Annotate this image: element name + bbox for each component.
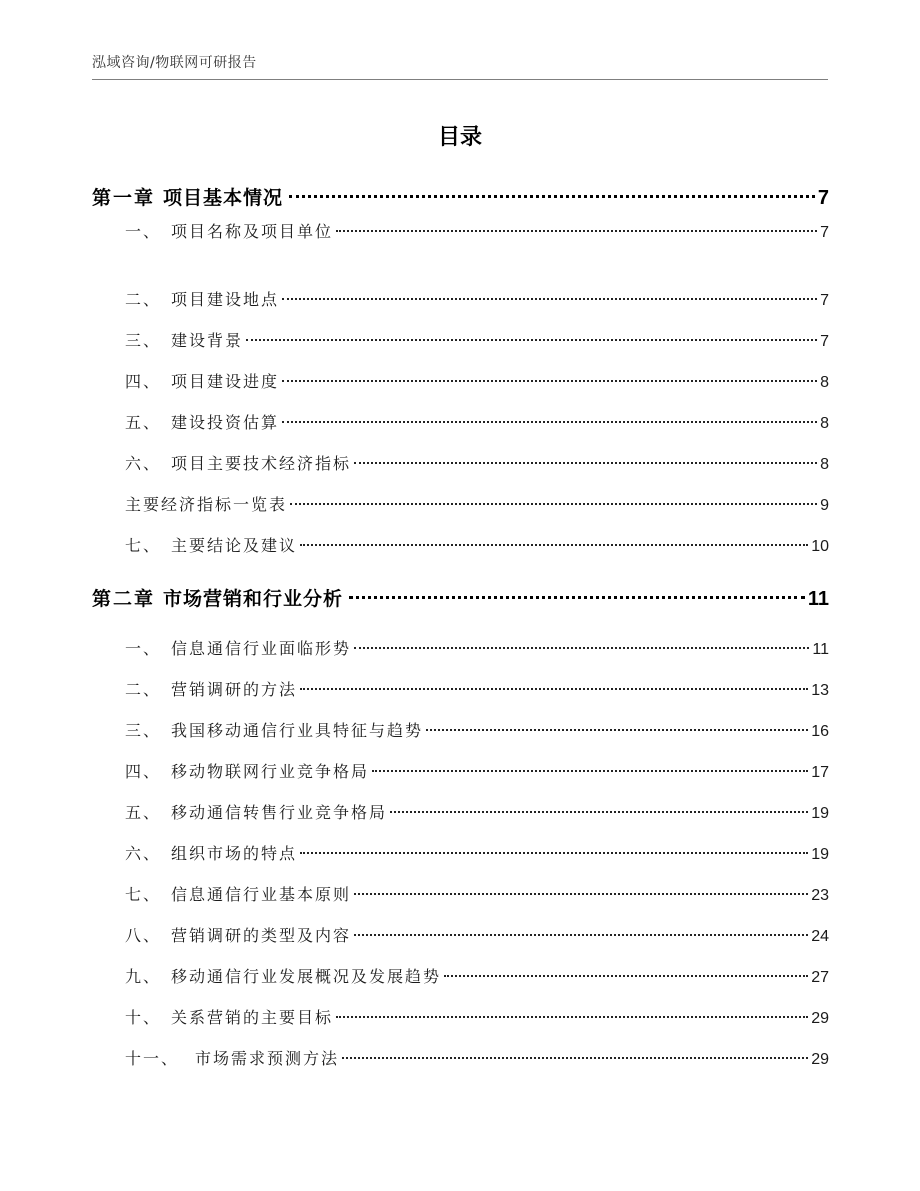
dot-leader [289, 195, 815, 198]
dot-leader [300, 852, 808, 854]
toc-entry-number: 一、 [125, 222, 162, 241]
toc-entry-number: 八、 [125, 926, 162, 945]
toc-entry-page: 17 [811, 764, 829, 781]
toc-entry-page: 8 [820, 456, 829, 473]
toc-section-entry[interactable] [125, 636, 829, 659]
dot-leader [372, 770, 808, 772]
toc-entry-page: 23 [811, 887, 829, 904]
toc-entry-title: 移动通信行业发展概况及发展趋势 [171, 967, 442, 986]
dot-leader [444, 975, 808, 977]
toc-entry-number: 十、 [125, 1008, 162, 1027]
toc-chapter-2[interactable] [92, 584, 829, 611]
toc-entry-title: 项目建设地点 [171, 290, 280, 309]
toc-entry-page: 24 [811, 928, 829, 945]
toc-section-entry[interactable] [125, 1005, 829, 1028]
dot-leader [282, 380, 817, 382]
running-header: 泓域咨询/物联网可研报告 [92, 55, 257, 71]
toc-entry-page: 7 [820, 292, 829, 309]
dot-leader [354, 462, 817, 464]
toc-entry-title: 关系营销的主要目标 [171, 1008, 334, 1027]
dot-leader [354, 934, 808, 936]
toc-entry-page: 19 [811, 846, 829, 863]
toc-entry-page: 27 [811, 969, 829, 986]
toc-entry-number: 三、 [125, 331, 162, 350]
toc-entry-title: 移动通信转售行业竞争格局 [171, 803, 388, 822]
dot-leader [300, 688, 808, 690]
toc-entry-number: 第一章 [92, 187, 156, 209]
toc-entry-title: 移动物联网行业竞争格局 [171, 762, 370, 781]
toc-entry-title: 项目建设进度 [171, 372, 280, 391]
toc-chapter-1[interactable] [92, 183, 829, 210]
dot-leader [282, 421, 817, 423]
toc-entry-title: 信息通信行业面临形势 [171, 639, 352, 658]
toc-section-entry[interactable] [125, 451, 829, 474]
toc-entry-number: 五、 [125, 413, 162, 432]
toc-entry-page: 29 [811, 1010, 829, 1027]
toc-section-entry[interactable] [125, 328, 829, 351]
toc-entry-page: 8 [820, 374, 829, 391]
toc-entry-title: 信息通信行业基本原则 [171, 885, 352, 904]
toc-entry-number: 二、 [125, 680, 162, 699]
dot-leader [342, 1057, 808, 1059]
toc-section-entry[interactable] [125, 533, 829, 556]
dot-leader [246, 339, 817, 341]
toc-entry-number: 五、 [125, 803, 162, 822]
dot-leader [390, 811, 808, 813]
toc-entry-page: 10 [811, 538, 829, 555]
toc-entry-title: 主要结论及建议 [171, 536, 298, 555]
toc-entry-page: 8 [820, 415, 829, 432]
toc-section-entry[interactable] [125, 759, 829, 782]
toc-entry-title: 营销调研的类型及内容 [171, 926, 352, 945]
toc-entry-page: 7 [820, 333, 829, 350]
toc-entry-page: 16 [811, 723, 829, 740]
header-divider [92, 79, 828, 80]
toc-section-entry[interactable] [125, 923, 829, 946]
toc-entry-number: 九、 [125, 967, 162, 986]
toc-entry-page: 29 [811, 1051, 829, 1068]
toc-section-entry[interactable] [125, 841, 829, 864]
toc-entry-number: 七、 [125, 536, 162, 555]
toc-entry-title: 市场营销和行业分析 [163, 588, 344, 610]
toc-entry-page: 13 [811, 682, 829, 699]
dot-leader [282, 298, 817, 300]
toc-entry-number: 十一、 [125, 1049, 180, 1068]
toc-section-entry[interactable] [125, 219, 829, 242]
dot-leader [336, 1016, 808, 1018]
toc-entry-title: 项目主要技术经济指标 [171, 454, 352, 473]
toc-section-entry[interactable] [125, 800, 829, 823]
dot-leader [349, 596, 805, 599]
toc-entry-number: 第二章 [92, 588, 156, 610]
toc-entry-page: 19 [811, 805, 829, 822]
toc-entry-title: 建设背景 [171, 331, 244, 350]
dot-leader [426, 729, 808, 731]
toc-entry-title: 建设投资估算 [171, 413, 280, 432]
toc-entry-title: 项目基本情况 [163, 187, 284, 209]
dot-leader [336, 230, 817, 232]
toc-entry-number: 六、 [125, 844, 162, 863]
toc-entry-title: 主要经济指标一览表 [125, 495, 288, 514]
toc-entry-title: 市场需求预测方法 [195, 1049, 340, 1068]
toc-section-entry[interactable] [125, 718, 829, 741]
dot-leader [354, 893, 808, 895]
toc-entry-number: 二、 [125, 290, 162, 309]
toc-section-entry[interactable] [125, 882, 829, 905]
toc-entry-title: 我国移动通信行业具特征与趋势 [171, 721, 424, 740]
dot-leader [354, 647, 809, 649]
toc-section-entry[interactable] [125, 287, 829, 310]
toc-entry-title: 组织市场的特点 [171, 844, 298, 863]
toc-entry-number: 七、 [125, 885, 162, 904]
toc-entry-page: 7 [820, 224, 829, 241]
toc-entry-page: 11 [807, 588, 829, 610]
toc-entry-number: 一、 [125, 639, 162, 658]
toc-section-entry[interactable] [125, 410, 829, 433]
toc-entry-number: 四、 [125, 762, 162, 781]
toc-entry-title: 项目名称及项目单位 [171, 222, 334, 241]
toc-entry-page: 11 [812, 641, 829, 658]
dot-leader [300, 544, 808, 546]
toc-title: 目录 [437, 125, 482, 150]
toc-entry-page: 7 [817, 187, 829, 209]
toc-entry-number: 六、 [125, 454, 162, 473]
toc-section-entry[interactable] [125, 369, 829, 392]
toc-entry-number: 三、 [125, 721, 162, 740]
toc-section-entry[interactable] [125, 677, 829, 700]
toc-section-entry[interactable] [125, 1046, 829, 1069]
dot-leader [290, 503, 817, 505]
toc-entry-number: 四、 [125, 372, 162, 391]
toc-entry-title: 营销调研的方法 [171, 680, 298, 699]
toc-table-entry[interactable] [125, 492, 829, 515]
toc-section-entry[interactable] [125, 964, 829, 987]
toc-entry-page: 9 [820, 497, 829, 514]
